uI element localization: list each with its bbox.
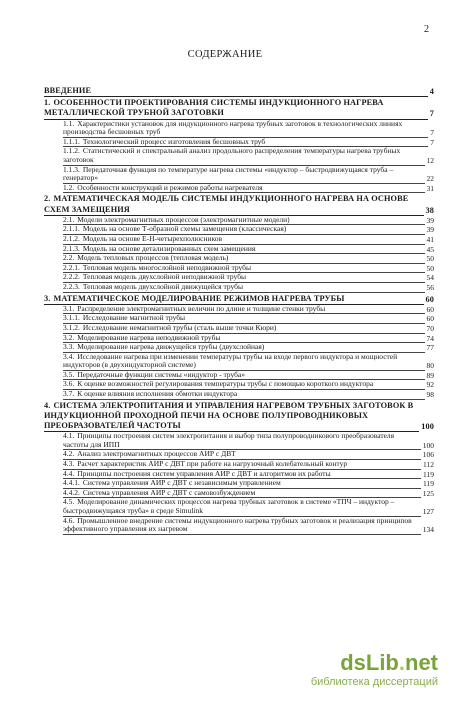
page-title: СОДЕРЖАНИЕ [187,49,263,60]
toc-entry-page: 77 [426,343,434,353]
toc-entry-number: 1.1.2. [63,146,80,156]
toc-entry [44,401,434,433]
toc-entry-text [63,517,421,535]
toc-entry-number: 3.1. [63,303,75,313]
toc-entry-number: 3.1.2. [63,322,80,332]
toc-entry [44,194,434,215]
toc-entry-title: Промышленное внедрение системы индукционного нагрева трубных заготовок и реализация принципов эффективного управления их нагревом [63,515,412,534]
toc-entry-page: 98 [426,390,434,400]
toc-entry-title: Тепловая модель многослойной неподвижной трубы [82,262,252,272]
toc-entry-title: Статистический и спектральный анализ продольного распределения температуры нагрева трубных заготовок [63,146,401,164]
toc-entry-number: 3.3. [63,342,75,352]
toc-entry-title: Модель на основе детализированных схем замещения [82,243,256,253]
toc-entry-text [44,194,424,215]
toc-entry-number: 2.1.3. [63,243,80,253]
toc-entry-title: Система управления АИР с ДВТ с самовозбуждением [82,487,256,497]
toc-entry-page: 70 [426,323,434,333]
table-of-contents [44,86,434,535]
toc-entry-number: 3.7. [63,389,75,399]
toc-entry-number: 3.6. [63,379,75,389]
toc-entry-title: Модель на основе Т-образной схемы замещения (классическая) [82,224,287,234]
toc-entry-number: 4.3. [63,459,75,469]
toc-entry-title: Распределение электромагнитных величин по длине и толщине стенки трубы [77,303,326,313]
toc-entry-page: 4 [429,87,434,96]
toc-entry [44,517,434,535]
toc-entry-number: 2. [44,194,51,204]
toc-entry-title: Модели электромагнитных процессов (электромагнитные модели) [77,214,290,224]
toc-entry [44,184,434,194]
toc-entry-page: 7 [430,128,434,138]
toc-entry-number: 3.2. [63,332,75,342]
toc-entry-title: Тепловая модель двухслойной неподвижной трубы [82,272,247,282]
page-number: 2 [424,24,429,35]
toc-entry-page: 50 [426,254,434,264]
toc-entry-title: Передаточная функция по температуре нагрева системы «индуктор – быстродвижущаяся труба – генератор» [63,164,394,183]
toc-entry-number: 2.2.1. [63,262,80,272]
toc-entry-title: Модель тепловых процессов (тепловая модель) [77,253,229,263]
toc-entry [44,98,434,119]
toc-entry-number: 4.4. [63,468,75,478]
toc-entry-page: 50 [426,263,434,273]
toc-entry [44,353,434,371]
toc-entry-page: 45 [426,244,434,254]
toc-entry-title: Система управления АИР с ДВТ с независимым управлением [82,478,281,488]
toc-entry-page: 100 [422,440,434,450]
toc-entry-title: Моделирование нагрева неподвижной трубы [77,332,221,342]
toc-entry-title: Принципы построения систем электропитания и выбор типа полупроводникового преобразователя частоты для ИПП [63,431,395,449]
toc-entry-number: 4.1. [63,431,75,441]
toc-entry-page: 112 [423,460,434,470]
toc-entry-number: 2.2. [63,253,75,263]
toc-entry-text [63,166,425,184]
toc-entry-page: 106 [422,450,434,460]
toc-entry-title: Исследование немагнитной трубы (сталь выше точки Кюри) [82,322,277,332]
toc-entry-number: 4.6. [63,515,75,525]
toc-entry-number: 4.4.1. [63,478,80,488]
toc-entry-title: Тепловая модель двухслойной движущейся трубы [82,281,244,291]
toc-entry-number: 2.1. [63,214,75,224]
toc-entry-text [44,86,428,97]
toc-entry [44,432,434,450]
toc-entry-page: 119 [423,469,434,479]
toc-entry-title: Моделирование нагрева движущейся трубы (двухслойная) [77,342,265,352]
toc-entry-text [63,390,425,400]
toc-entry-number: 2.2.3. [63,281,80,291]
toc-entry-text [63,283,425,293]
toc-entry-number: 2.1.2. [63,233,80,243]
toc-entry-title: Особенности конструкций и режимов работы нагревателя [77,182,263,192]
toc-entry-text [44,98,428,119]
toc-entry-page: 119 [423,479,434,489]
toc-entry-page: 125 [422,488,434,498]
toc-entry-title: МАТЕМАТИЧЕСКАЯ МОДЕЛЬ СИСТЕМЫ ИНДУКЦИОННОГО НАГРЕВА НА ОСНОВЕ СХЕМ ЗАМЕЩЕНИЯ [44,194,409,214]
toc-entry-page: 7 [429,109,434,119]
toc-entry-title: Модель на основе E-H-четырехполюсников [82,233,223,243]
toc-entry-title: Исследование магнитной трубы [82,313,186,323]
toc-entry-text [63,432,421,450]
toc-entry-text [63,353,425,371]
toc-entry-page: 60 [426,314,434,324]
toc-entry [44,390,434,400]
toc-entry-number: 1.2. [63,182,75,192]
toc-entry-number: 2.1.1. [63,224,80,234]
toc-entry-text [63,147,425,165]
toc-entry-number: 3.5. [63,369,75,379]
site-watermark [311,652,438,689]
watermark-subtitle: библиотека диссертаций [310,676,438,688]
toc-entry-page: 80 [426,361,434,371]
toc-entry-title: Исследование нагрева при изменении температуры трубы на входе первого индуктора и мощностей индукторов (в двухиндукторной системе) [63,351,398,370]
toc-entry-page: 56 [426,282,434,292]
toc-entry-page: 54 [426,273,434,283]
toc-entry-text [63,184,425,194]
toc-entry-page: 127 [422,507,434,517]
toc-entry-page: 89 [426,370,434,380]
toc-entry-number: 4.2. [63,449,75,459]
toc-entry-number: 4. [44,400,51,410]
toc-entry-number: 4.5. [63,497,75,507]
toc-entry-title: СИСТЕМА ЭЛЕКТРОПИТАНИЯ И УПРАВЛЕНИЯ НАГРЕВОМ ТРУБНЫХ ЗАГОТОВОК В ИНДУКЦИОННОЙ ПРОХОДНОЙ ПЕЧИ НА ОСНОВЕ ПОЛУПРОВОДНИКОВЫХ ПРЕОБРАЗОВАТЕЛЕЙ ЧАСТОТЫ [44,400,414,431]
toc-entry-number: 1.1. [63,118,75,128]
toc-entry [44,120,434,138]
toc-entry-title: ОСОБЕННОСТИ ПРОЕКТИРОВАНИЯ СИСТЕМЫ ИНДУКЦИОННОГО НАГРЕВА МЕТАЛЛИЧЕСКОЙ ТРУБНОЙ ЗАГОТОВКИ [44,98,384,118]
toc-entry-title: К оценке влияния исполнения обмотки индуктора [77,389,238,399]
toc-entry-number: 3. [44,293,51,303]
toc-entry-number: 1.1.3. [63,164,80,174]
toc-entry-number: 2.2.2. [63,272,80,282]
toc-entry-title: Технологический процесс изготовления бесшовных труб [82,136,266,146]
toc-entry-page: 60 [426,304,434,314]
toc-entry-number: 1.1.1. [63,136,80,146]
toc-entry-title: Моделирование динамических процессов нагрева трубных заготовок в системе «ТПЧ – индуктор – быстродвижущаяся труба» в среде Simulink [63,497,395,516]
toc-entry-page: 39 [426,225,434,235]
toc-entry-page: 38 [425,205,434,215]
toc-entry-page: 92 [426,380,434,390]
toc-entry-title: МАТЕМАТИЧЕСКОЕ МОДЕЛИРОВАНИЕ РЕЖИМОВ НАГРЕВА ТРУБЫ [53,293,345,303]
toc-entry-number: 3.4. [63,351,75,361]
toc-entry-title: Расчет характеристик АИР с ДВТ при работе на нагрузочный колебательный контур [77,459,348,469]
toc-entry [44,86,434,97]
toc-entry-page: 100 [421,422,434,432]
toc-entry-page: 74 [426,333,434,343]
toc-entry-page: 60 [425,294,434,304]
toc-entry-text [63,120,428,138]
toc-entry [44,283,434,293]
toc-entry-number: 1. [44,98,51,108]
toc-entry [44,147,434,165]
toc-entry-page: 39 [426,215,434,225]
toc-entry-page: 31 [426,183,434,193]
toc-entry-title: К оценке возможностей регулирования температуры трубы с помощью короткого индуктора [77,379,374,389]
toc-entry-title: Характеристики установок для индукционного нагрева трубных заготовок в технологических линиях производства бесшовных труб [63,118,403,137]
toc-entry-page: 22 [426,174,434,184]
toc-entry-page: 7 [430,137,434,147]
toc-entry-title: Анализ электромагнитных процессов АИР с ДВТ [77,449,236,459]
watermark-logo: dsLib.net [340,650,438,675]
toc-entry-number: 3.1.1. [63,313,80,323]
toc-entry [44,498,434,516]
toc-entry-title: ВВЕДЕНИЕ [44,86,92,95]
toc-entry-text [44,401,419,433]
toc-entry-number: 4.4.2. [63,487,80,497]
toc-entry [44,166,434,184]
toc-entry-page: 41 [426,234,434,244]
toc-entry-page: 134 [422,525,434,535]
toc-entry-title: Принципы построения систем управления АИР с ДВТ и алгоритмов их работы [77,468,331,478]
toc-entry-title: Передаточные функции системы «индуктор - труба» [77,369,246,379]
toc-entry-text [63,498,421,516]
toc-entry-page: 12 [426,155,434,165]
